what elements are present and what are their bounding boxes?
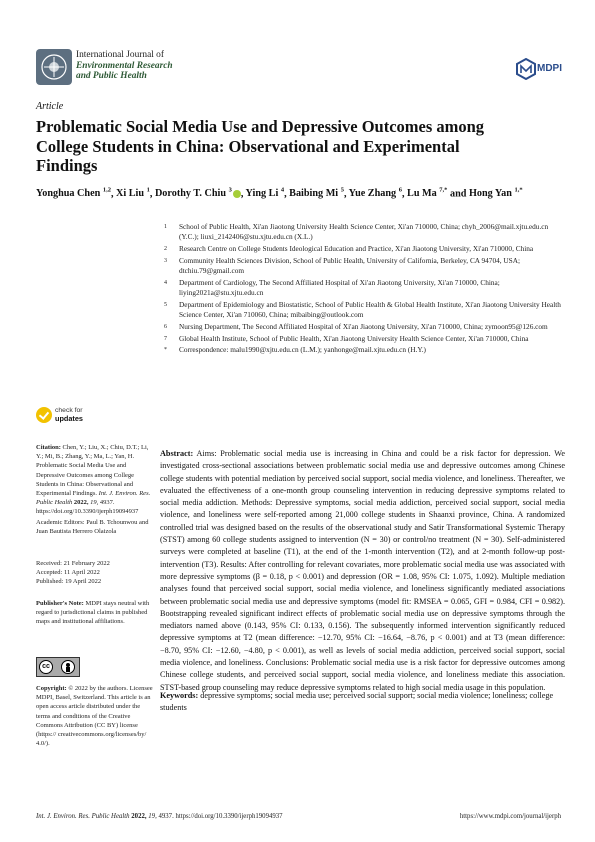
author[interactable]: Hong Yan $^{1,*}$: [468, 187, 523, 200]
author[interactable]: Ying Li $^4$: [245, 187, 285, 200]
correspondence: * Correspondence: malu1990@xjtu.edu.cn (L.M.); yanhonge@mail.xjtu.edu.cn (H.Y.): [164, 345, 426, 355]
keywords-label: Keywords:: [160, 691, 199, 700]
affiliation: 7 Global Health Institute, School of Public Health, Xi'an Jiaotong University Health Science Center, Xi'an 710000, China: [164, 333, 529, 343]
footer-journal-link[interactable]: https://www.mdpi.com/journal/ijerph: [459, 813, 561, 820]
affiliation: 4 Department of Cardiology, The Second Affiliated Hospital of Xi'an Jiaotong University, Xi'an 710000, China; liying2021a@stu.xjtu.edu.cn: [164, 277, 500, 297]
abstract-text: Aims: Problematic social media use is increasing in China and could be a risk factor for depression. We investigated cross-sectional associations between problematic social media use and depressive outcomes among Chinese college students with potential mediation by perceived social support, social media violence, and loneliness. Thereafter, we evaluated the effectiveness of a one-month group counseling intervention in reducing depressive symptoms related to social media addiction. Methods: Depressive symptoms, social media addiction, perceived social support, social media violence, and loneliness were self-reported among 21,000 college students in Shaanxi province, China. A randomized controlled trial was designed based on the results of the observational study and Satir Transformational Systemic Therapy (STST) among 60 college students assigned to intervention (N = 30) or control/no treatment (N = 30). Self-administered surveys were completed at baseline (T1), at the end of the 1-month intervention (T2), and at 2-month follow-up post-intervention (T3). Results: After controlling for relevant covariates, more problematic social media use was associated with more depressive symptoms (β = 0.18, p < 0.001) and depression (OR = 1.08, 95% CI: 1.075, 1.092). Multiple mediation analyses found that perceived social support, social media violence, and loneliness significantly mediated associations between problematic social media use and depressive symptoms (model fit: RMSEA = 0.065, GFI = 0.984, CFI = 0.982). Bootstrapping revealed significant indirect effects of problematic social media use on depressive symptoms through the mediators named above (0.143, 95% CI: 0.133, 0.156). The subsequently informed intervention significantly reduced depressive symptoms at T2 (mean difference: −12.70, 95% CI: −16.64, −8.76, p < 0.001) and at T3 (mean difference: −8.70, 95% CI: −12.60, −4.80, p < 0.001), as well as levels of social media addiction, perceived social support, social media violence, and loneliness. Conclusions: Problematic social media use is a risk factor for depressive outcomes among Chinese college students, and perceived social support, social media violence, and loneliness mediate this association. STST-based group counseling may reduce depressive symptoms related to high social media usage in this population.: [160, 449, 565, 692]
received-date: Received: 21 February 2022: [36, 560, 110, 567]
keywords: [160, 690, 565, 715]
academic-editors: Academic Editors: Paul B. Tchounwou and Juan Bautista Herrero Olaizola: [36, 519, 149, 536]
published-date: Published: 19 April 2022: [36, 578, 102, 586]
journal-name: [76, 50, 173, 82]
author[interactable]: Dorothy T. Chiu $^3$: [154, 187, 232, 200]
copyright-block: Copyright: © 2022 by the authors. Licensee MDPI, Basel, Switzerland. This article is an open access article distributed under the terms and conditions of the Creative Commons Attribution (CC BY) license (https:// creativecommons.org/licenses/by/ 4.0/).: [36, 685, 153, 748]
affiliation: 3 Community Health Sciences Division, School of Public Health, University of California, Berkeley, CA 94704, USA; dtchiu.79@gmail.com: [164, 255, 521, 275]
affiliations: [160, 222, 565, 357]
article-title: Problematic Social Media Use and Depressive Outcomes among College Students in China: Observational and Experimental Findings: [36, 117, 485, 175]
author[interactable]: Baibing Mi $^5$: [289, 187, 344, 200]
journal-name-line2: Environmental Research: [76, 60, 173, 71]
author[interactable]: Yue Zhang $^6$: [348, 187, 402, 200]
publishers-note: Publisher's Note: MDPI stays neutral with regard to jurisdictional claims in published maps and institutional affiliations.: [36, 600, 150, 626]
abstract: [160, 448, 565, 694]
attribution-icon: [61, 660, 75, 674]
citation-block: Citation: Chen, Y.; Liu, X.; Chiu, D.T.; Li, Y.; Mi, B.; Zhang, Y.; Ma, L.; Yan, H. Problematic Social Media Use and Depressive Outcomes among College Students in China: Observational and Experimental Findings. Int. J. Environ. Res. Public Health 2022, 19, 4937. https://doi.org/10.3390/ijerph19094937: [36, 444, 151, 516]
check-icon: [36, 407, 52, 423]
keywords-text: depressive symptoms; social media use; perceived social support; social media violence; loneliness; college students: [160, 691, 554, 713]
author-list: Yonghua Chen $^{1,2}$, Xi Liu $^1$, Dorothy T. Chiu $^3$ , Ying Li $^4$, Baibing Mi $^5$, Yue Zhang $^6$, Lu Ma $^{7,*}$ and Hong Yan $^{1,*}$: [36, 187, 523, 200]
dates: [36, 559, 154, 587]
abstract-label: Abstract:: [160, 449, 194, 458]
footer-citation: Int. J. Environ. Res. Public Health 2022, 19, 4937. https://doi.org/10.3390/ijerph19094937: [36, 813, 283, 820]
publisher-logo-text: MDPI: [537, 63, 562, 74]
accepted-date: Accepted: 11 April 2022: [36, 569, 100, 577]
article-type: Article: [36, 101, 64, 112]
affiliation: 5 Department of Epidemiology and Biostatistic, School of Public Health & Global Health Institute, Xi'an Jiaotong University Health Science Center, Xi'an 710060, China; mibaibing@outlook.com: [164, 299, 561, 319]
author[interactable]: Lu Ma $^{7,*}$: [407, 187, 448, 200]
affiliation: 1 School of Public Health, Xi'an Jiaotong University Health Science Center, Xi'an 710000, China; chyh_2006@mail.xjtu.edu.cn (Y.C.); liuxi_2142406@stu.xjtu.edu.cn (X.L.): [164, 222, 549, 242]
author[interactable]: Yonghua Chen $^{1,2}$: [36, 187, 111, 200]
publisher-logo: [515, 58, 561, 80]
journal-logo-icon: [36, 49, 72, 85]
cc-icon: cc: [39, 660, 53, 674]
journal-name-line1: International Journal of: [76, 50, 164, 60]
journal-name-line3: and Public Health: [76, 71, 147, 81]
cc-by-license-badge[interactable]: [36, 657, 80, 677]
author[interactable]: Xi Liu $^1$: [116, 187, 150, 200]
affiliation: 6 Nursing Department, The Second Affiliated Hospital of Xi'an Jiaotong University, Xi'an 710000, China; zymoon95@126.com: [164, 321, 548, 331]
journal-logo: [36, 49, 72, 85]
affiliation: 2 Research Centre on College Students Ideological Education and Practice, Xi'an Jiaotong University, Xi'an 710000, China: [164, 244, 534, 253]
orcid-icon[interactable]: [233, 190, 241, 198]
check-for-updates-badge[interactable]: check for updates: [36, 406, 96, 426]
